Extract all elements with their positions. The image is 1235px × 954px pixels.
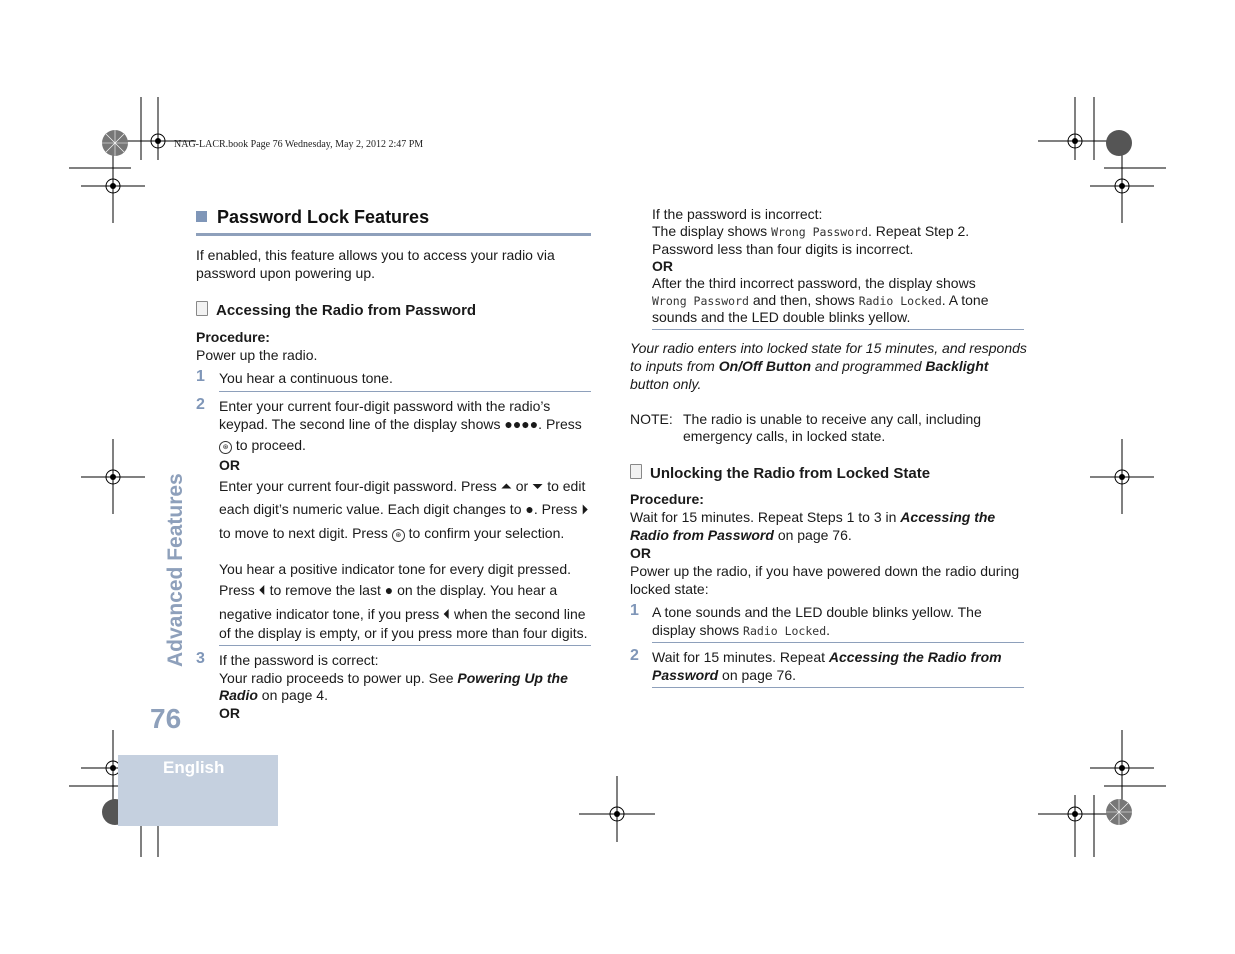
step-text: Press bbox=[219, 582, 255, 598]
italic-bold-text: On/Off Button bbox=[718, 358, 811, 374]
left-arrow-icon: ⏴ bbox=[258, 582, 266, 598]
italic-text: to inputs from bbox=[630, 358, 715, 374]
procedure-text: Wait for 15 minutes. Repeat Steps 1 to 3 in bbox=[630, 509, 897, 525]
square-bullet-icon bbox=[196, 211, 207, 222]
menu-ok-button-icon: ⊛ bbox=[392, 529, 405, 542]
menu-ok-button-icon: ⊛ bbox=[219, 441, 232, 454]
step-number: 2 bbox=[196, 396, 205, 413]
procedure-text: Power up the radio. bbox=[196, 347, 318, 363]
cross-reference-link[interactable]: Password bbox=[652, 667, 719, 683]
step-text: A tone sounds and the LED double blinks yellow. The bbox=[652, 604, 982, 620]
step-text: to move to next digit. Press bbox=[219, 525, 388, 541]
note-label: NOTE: bbox=[630, 411, 673, 427]
right-arrow-icon: ⏵ bbox=[581, 501, 589, 517]
title-rule bbox=[196, 233, 591, 236]
section-title bbox=[196, 207, 429, 228]
step-text-line bbox=[219, 605, 586, 623]
display-text: Wrong Password bbox=[771, 225, 868, 239]
language-tab-text: English bbox=[163, 758, 225, 777]
up-arrow-icon: ⏶ bbox=[500, 478, 512, 494]
book-header: NAG-LACR.book Page 76 Wednesday, May 2, 2012 2:47 PM bbox=[174, 139, 424, 150]
step-text: . A tone bbox=[941, 292, 989, 308]
procedure-text-line bbox=[630, 508, 995, 526]
registration-circle-icon bbox=[1105, 129, 1133, 157]
step-text: You hear a continuous tone. bbox=[219, 370, 393, 386]
or-label: OR bbox=[219, 457, 240, 473]
italic-text: and programmed bbox=[814, 358, 922, 374]
step-text: of the display is empty, or if you press more than four digits. bbox=[219, 625, 588, 641]
italic-bold-text: Backlight bbox=[925, 358, 989, 374]
step-text: keypad. The second line of the display shows ●●●●. Press bbox=[219, 416, 582, 432]
down-arrow-icon: ⏷ bbox=[532, 478, 544, 494]
side-tab bbox=[131, 470, 191, 680]
cross-reference-link[interactable]: Radio bbox=[219, 687, 258, 703]
step-text: or bbox=[515, 478, 529, 494]
step-text-line bbox=[219, 581, 557, 599]
step-rule bbox=[652, 642, 1024, 643]
step-text: Your radio proceeds to power up. See bbox=[219, 670, 454, 686]
cross-reference-link[interactable]: Accessing the Radio from bbox=[828, 649, 1002, 665]
step-rule bbox=[652, 687, 1024, 688]
step-text-line bbox=[652, 648, 1002, 666]
left-arrow-icon: ⏴ bbox=[443, 606, 451, 622]
step-text: to confirm your selection. bbox=[408, 525, 565, 541]
step-number: 1 bbox=[630, 602, 639, 619]
display-text: Wrong Password bbox=[652, 294, 749, 308]
procedure-text: Power up the radio, if you have powered down the radio during bbox=[630, 563, 1020, 579]
procedure-text: locked state: bbox=[630, 581, 709, 597]
italic-text: Your radio enters into locked state for 15 minutes, and responds bbox=[630, 340, 1027, 356]
step-text: You hear a positive indicator tone for every digit pressed. bbox=[219, 561, 572, 577]
step-number: 3 bbox=[196, 650, 205, 667]
cross-reference-link[interactable]: Powering Up the bbox=[457, 670, 568, 686]
display-text: Radio Locked bbox=[743, 624, 827, 638]
step-number: 2 bbox=[630, 647, 639, 664]
registration-starburst-icon bbox=[101, 129, 129, 157]
cross-reference-link[interactable]: Accessing the bbox=[900, 509, 996, 525]
step-number: 1 bbox=[196, 368, 205, 385]
step-text: and then, shows bbox=[752, 292, 855, 308]
step-text: when the second line bbox=[454, 606, 586, 622]
step-text: Password less than four digits is incorrect. bbox=[652, 241, 914, 257]
procedure-label: Procedure: bbox=[196, 329, 270, 345]
procedure-text-line bbox=[630, 526, 852, 544]
step-text: . Repeat Step 2. bbox=[868, 223, 970, 239]
page-number: 76 bbox=[150, 703, 182, 734]
subheading-unlocking bbox=[630, 464, 930, 482]
intro-text: If enabled, this feature allows you to access your radio via password upon powering up. bbox=[196, 247, 555, 281]
step-text-line bbox=[219, 686, 328, 704]
step-text: After the third incorrect password, the display shows bbox=[652, 275, 976, 291]
step-text: . bbox=[826, 622, 831, 638]
step-text: sounds and the LED double blinks yellow. bbox=[652, 309, 911, 325]
step-text-line bbox=[219, 436, 306, 454]
note-text: emergency calls, in locked state. bbox=[683, 428, 886, 444]
or-label: OR bbox=[219, 705, 240, 721]
step-text-line bbox=[219, 669, 568, 687]
or-label: OR bbox=[652, 258, 673, 274]
step-text-line bbox=[219, 524, 564, 542]
step-text: Enter your current four-digit password with the radio’s bbox=[219, 398, 551, 414]
book-icon bbox=[196, 301, 208, 316]
procedure-text: on page 76. bbox=[777, 527, 852, 543]
step-text-line bbox=[652, 621, 830, 640]
display-text: Radio Locked bbox=[858, 294, 942, 308]
step-text: to proceed. bbox=[235, 437, 306, 453]
step-text: display shows bbox=[652, 622, 740, 638]
step-text: to edit bbox=[547, 478, 586, 494]
cross-reference-link[interactable]: Radio from Password bbox=[630, 527, 774, 543]
step-text: If the password is correct: bbox=[219, 652, 379, 668]
note-text: The radio is unable to receive any call, including bbox=[683, 411, 982, 427]
book-icon bbox=[630, 464, 642, 479]
step-text: Enter your current four-digit password. Press bbox=[219, 478, 497, 494]
or-label: OR bbox=[630, 545, 651, 561]
subheading-accessing bbox=[196, 301, 476, 319]
step-text-line bbox=[652, 666, 796, 684]
step-text-line bbox=[219, 500, 588, 518]
step-text: Wait for 15 minutes. Repeat bbox=[652, 649, 826, 665]
step-text: on page 76. bbox=[722, 667, 796, 683]
step-text: negative indicator tone, if you press bbox=[219, 606, 440, 622]
language-tab bbox=[118, 755, 278, 826]
step-rule bbox=[219, 645, 591, 646]
step-text: If the password is incorrect: bbox=[652, 206, 823, 222]
step-text: to remove the last ● on the display. You hear a bbox=[269, 582, 558, 598]
side-tab-text: Advanced Features bbox=[164, 473, 187, 667]
step-rule bbox=[652, 329, 1024, 330]
step-text: on page 4. bbox=[261, 687, 328, 703]
subheading-text: Accessing the Radio from Password bbox=[216, 302, 477, 319]
italic-text: button only. bbox=[630, 376, 702, 392]
italic-text-line bbox=[630, 357, 988, 375]
step-text: The display shows bbox=[652, 223, 768, 239]
step-rule bbox=[219, 391, 591, 392]
procedure-label: Procedure: bbox=[630, 491, 704, 507]
subheading-text: Unlocking the Radio from Locked State bbox=[650, 465, 931, 482]
step-text-line bbox=[652, 222, 969, 241]
section-title-text: Password Lock Features bbox=[217, 207, 430, 227]
step-text-line bbox=[219, 477, 585, 495]
step-text: each digit’s numeric value. Each digit changes to ●. Press bbox=[219, 501, 578, 517]
registration-starburst-icon bbox=[1105, 798, 1133, 826]
